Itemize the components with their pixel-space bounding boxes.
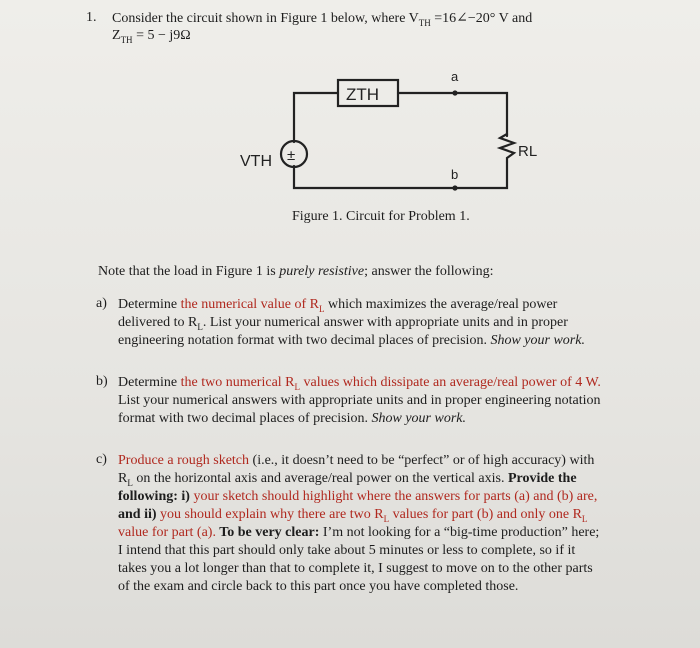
subscript: L [383,513,390,524]
problem-statement-line-1 [112,10,532,28]
vth-value: =16∠−20° V and [430,11,533,26]
highlight-text: the two numerical R [180,375,295,390]
problem-number: 1. [86,10,97,25]
text: List your numerical answers with appropriate units and in proper engineering notation [118,393,601,408]
bold-text: and ii) [118,507,157,522]
zth-value: = 5 − j9Ω [132,28,191,43]
highlight-text: values which dissipate an average/real power of 4 W. [300,375,601,390]
text: I intend that this part should only take about 5 minutes or less to complete, so if it [118,543,576,558]
text: engineering notation format with two decimal places of precision. [118,333,491,348]
source-label: VTH [240,153,272,170]
part-b-line-2 [118,392,600,410]
statement-text: Consider the circuit shown in Figure 1 below, where V [112,11,419,26]
part-a-letter: a) [96,296,107,311]
wire-right-top [398,93,507,136]
problem-statement-line-2 [112,28,191,45]
highlight-text: the numerical value of R [180,297,319,312]
circuit-wires [281,80,514,188]
zth-symbol: Z [112,28,121,43]
part-c-line-6 [118,542,575,560]
part-a-line-3 [118,332,585,350]
highlight-text: value for part (a). [118,525,216,540]
circuit-diagram [220,66,560,216]
part-c-line-7 [118,560,593,578]
text: format with two decimal places of precision. [118,411,372,426]
subscript: L [319,303,325,314]
node-b-label: b [451,167,459,182]
highlight-text: values for part (b) and only one R [389,507,582,522]
note-post: ; answer the following: [364,264,494,279]
highlight-text: you should explain why there are two R [156,507,384,522]
subscript: L [294,381,301,392]
part-b-letter: b) [96,374,108,389]
wire-left-top [294,93,338,142]
note-text [98,264,494,280]
emphasis: Show your work. [490,333,585,348]
bold-text: following: i) [118,489,190,504]
load-resistor [500,134,514,162]
bold-text: To be very clear: [215,525,320,540]
node-a-label: a [451,69,459,84]
bold-text: Provide the [507,471,577,486]
note-emphasis: purely resistive [279,264,365,279]
highlight-text: your sketch should highlight where the answers for parts (a) and (b) are, [189,489,598,504]
figure-caption: Figure 1. Circuit for Problem 1. [292,209,470,224]
note-pre: Note that the load in Figure 1 is [98,264,280,279]
text: takes you a lot longer than that to complete it, I suggest to move on to the other parts [118,561,593,576]
load-label: RL [518,143,538,160]
part-b-line-3 [118,410,466,428]
text: which maximizes the average/real power [324,297,558,312]
part-c-letter: c) [96,452,107,467]
part-c-line-3 [118,488,597,506]
part-c-line-5 [118,524,599,542]
subscript: L [197,321,203,332]
subscript: L [127,477,133,488]
subscript: L [581,513,588,524]
part-c-line-8 [118,578,518,596]
text: on the horizontal axis and average/real power on the vertical axis. [132,471,508,486]
zth-label: ZTH [346,85,380,104]
vth-subscript: TH [418,17,431,28]
text: delivered to R [118,315,198,330]
highlight-text: Produce a rough sketch [118,453,250,468]
text: of the exam and circle back to this part once you have completed those. [118,579,519,594]
zth-subscript: TH [120,34,133,45]
text: . List your numerical answer with appropriate units and in proper [202,315,568,330]
wire-bottom [294,162,507,188]
text: I’m not looking for a “big-time production” here; [319,525,600,540]
part-c-line-1 [118,452,594,470]
emphasis: Show your work. [371,411,466,426]
text: (i.e., it doesn’t need to be “perfect” or of high accuracy) with [249,453,595,468]
node-b-dot [452,185,457,190]
text: Determine [118,297,181,312]
node-a-dot [452,90,457,95]
text: R [118,471,128,486]
text: Determine [118,375,181,390]
source-polarity: ± [287,147,296,164]
